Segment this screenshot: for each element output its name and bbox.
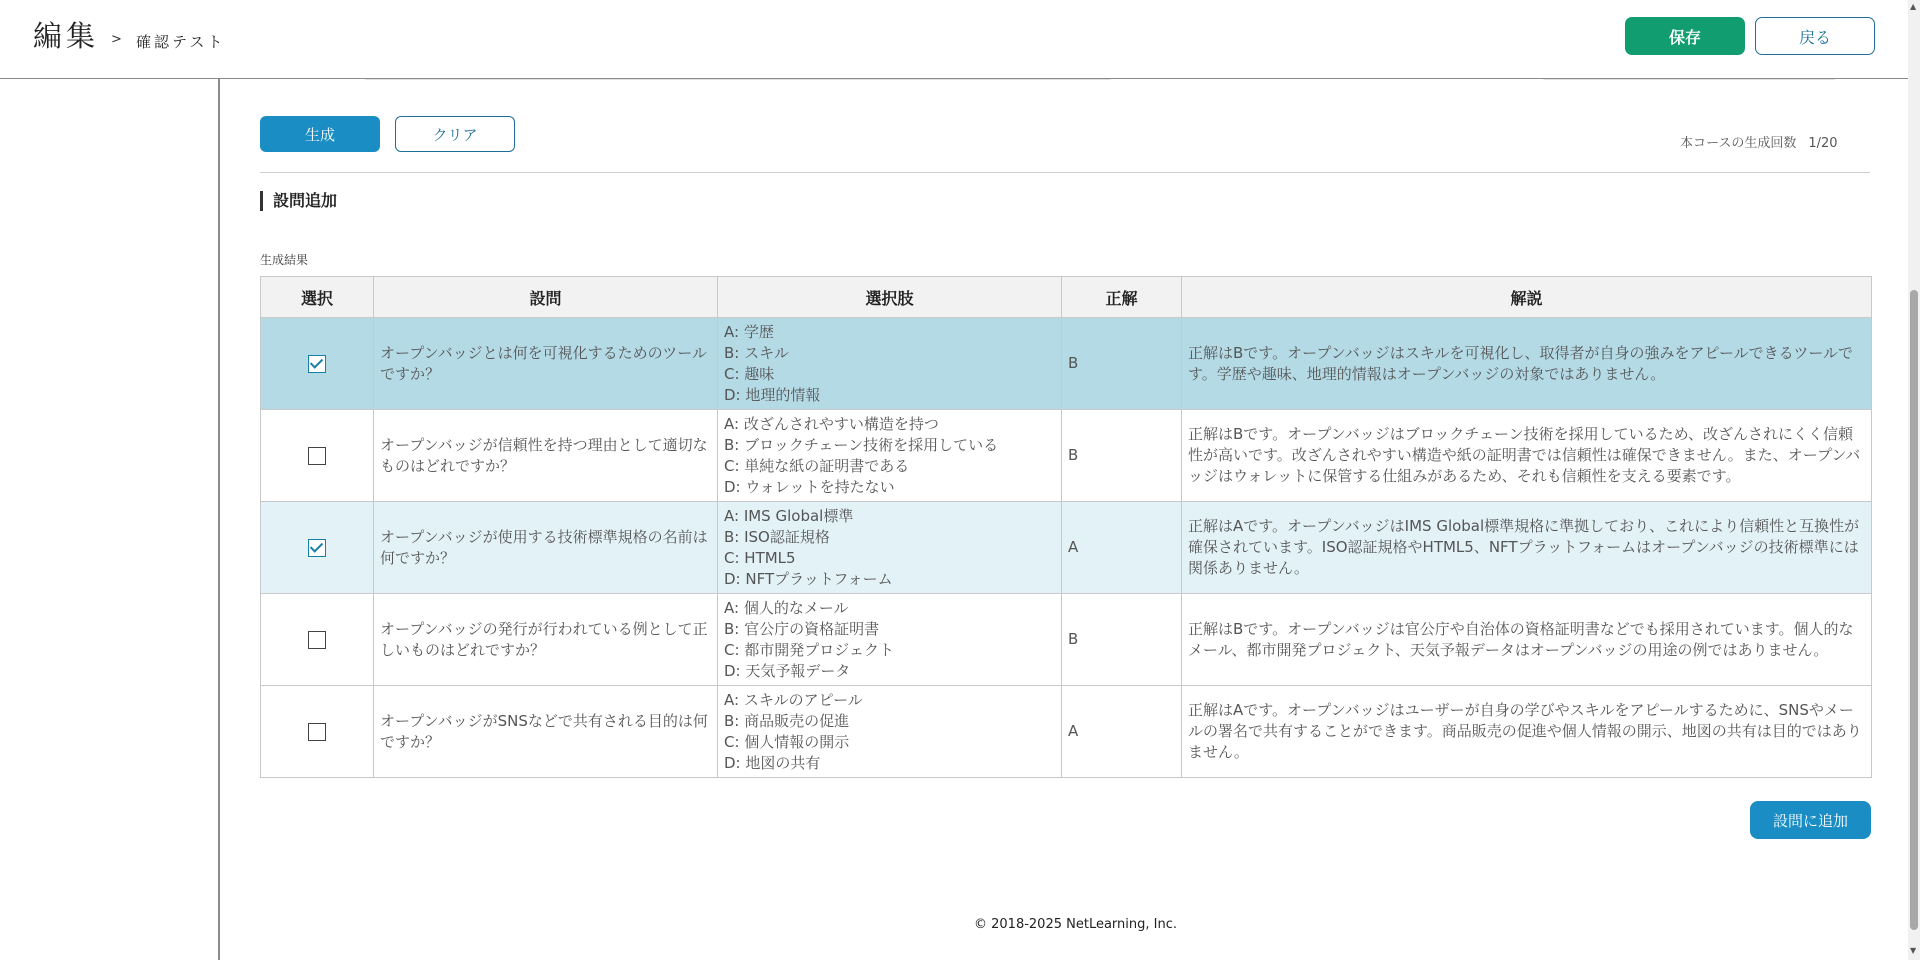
- choice-item: B: スキル: [724, 343, 789, 362]
- clear-button[interactable]: クリア: [395, 116, 515, 152]
- choice-item: A: 改ざんされやすい構造を持つ: [724, 414, 939, 433]
- page-title: 編集: [33, 19, 100, 53]
- question-cell: オープンバッジが使用する技術標準規格の名前は何ですか？: [374, 502, 718, 594]
- footer-copyright: © 2018-2025 NetLearning, Inc.: [974, 917, 1177, 932]
- choice-item: B: ブロックチェーン技術を採用している: [724, 435, 999, 454]
- select-cell[interactable]: [261, 594, 374, 686]
- generation-count-value: 1/20: [1808, 136, 1838, 151]
- choice-item: B: ISO認証規格: [724, 527, 830, 546]
- table-row[interactable]: [261, 502, 1872, 594]
- choices-cell: [718, 594, 1062, 686]
- header-answer: 正解: [1062, 277, 1182, 318]
- explanation-cell: 正解はBです。オープンバッジは官公庁や自治体の資格証明書などでも採用されています。個人的なメール、都市開発プロジェクト、天気予報データはオープンバッジの用途の例ではありません。: [1182, 594, 1872, 686]
- header-question: 設問: [374, 277, 718, 318]
- answer-cell: B: [1062, 594, 1182, 686]
- results-table: [260, 276, 1872, 778]
- row-checkbox[interactable]: [308, 539, 326, 557]
- generate-button[interactable]: 生成: [260, 116, 380, 152]
- question-cell: オープンバッジがSNSなどで共有される目的は何ですか？: [374, 686, 718, 778]
- answer-cell: B: [1062, 318, 1182, 410]
- breadcrumb[interactable]: 確認テスト: [136, 33, 226, 51]
- select-cell[interactable]: [261, 686, 374, 778]
- explanation-cell: 正解はAです。オープンバッジはIMS Global標準規格に準拠しており、これにより信頼性と互換性が確保されています。ISO認証規格やHTML5、NFTプラットフォームはオープンバッジの技術標準には関係ありません。: [1182, 502, 1872, 594]
- choice-item: C: HTML5: [724, 548, 796, 567]
- choice-item: C: 趣味: [724, 364, 775, 383]
- question-cell: オープンバッジとは何を可視化するためのツールですか？: [374, 318, 718, 410]
- save-button[interactable]: 保存: [1625, 17, 1745, 55]
- select-cell[interactable]: [261, 410, 374, 502]
- question-cell: オープンバッジの発行が行われている例として正しいものはどれですか？: [374, 594, 718, 686]
- page-header: [0, 0, 1908, 79]
- scrollbar[interactable]: [1908, 0, 1920, 960]
- header-explanation: 解説: [1182, 277, 1872, 318]
- scroll-down-icon[interactable]: ▼: [1910, 946, 1917, 955]
- table-row[interactable]: [261, 594, 1872, 686]
- choices-cell: [718, 318, 1062, 410]
- generation-count: [1680, 132, 1838, 151]
- row-checkbox[interactable]: [308, 631, 326, 649]
- choice-item: B: 官公庁の資格証明書: [724, 619, 880, 638]
- question-cell: オープンバッジが信頼性を持つ理由として適切なものはどれですか？: [374, 410, 718, 502]
- choice-item: B: 商品販売の促進: [724, 711, 850, 730]
- choice-item: C: 個人情報の開示: [724, 732, 850, 751]
- choices-cell: [718, 410, 1062, 502]
- table-row[interactable]: [261, 686, 1872, 778]
- generation-count-label: 本コースの生成回数: [1680, 136, 1797, 151]
- answer-cell: A: [1062, 502, 1182, 594]
- table-header-row: [261, 277, 1872, 318]
- select-cell[interactable]: [261, 318, 374, 410]
- sidebar-divider: [218, 78, 220, 960]
- choice-item: A: スキルのアピール: [724, 690, 863, 709]
- section-title: 設問追加: [260, 191, 337, 211]
- choices-cell: [718, 502, 1062, 594]
- divider: [260, 172, 1870, 173]
- header-choices: 選択肢: [718, 277, 1062, 318]
- answer-cell: A: [1062, 686, 1182, 778]
- add-questions-button[interactable]: 設問に追加: [1750, 801, 1871, 839]
- row-checkbox[interactable]: [308, 447, 326, 465]
- scrollbar-thumb[interactable]: [1910, 290, 1918, 930]
- select-cell[interactable]: [261, 502, 374, 594]
- explanation-cell: 正解はBです。オープンバッジはブロックチェーン技術を採用しているため、改ざんされにくく信頼性が高いです。改ざんされやすい構造や紙の証明書では信頼性は確保できません。また、オープンバッジはウォレットに保管する仕組みがあるため、それも信頼性を支える要素です。: [1182, 410, 1872, 502]
- choice-item: D: 地図の共有: [724, 753, 821, 772]
- choices-cell: [718, 686, 1062, 778]
- choice-item: C: 単純な紙の証明書である: [724, 456, 910, 475]
- breadcrumb-separator: >: [111, 32, 122, 47]
- choice-item: D: 地理的情報: [724, 385, 821, 404]
- explanation-cell: 正解はBです。オープンバッジはスキルを可視化し、取得者が自身の強みをアピールできるツールです。学歴や趣味、地理的情報はオープンバッジの対象ではありません。: [1182, 318, 1872, 410]
- choice-item: D: 天気予報データ: [724, 661, 851, 680]
- explanation-cell: 正解はAです。オープンバッジはユーザーが自身の学びやスキルをアピールするために、SNSやメールの署名で共有することができます。商品販売の促進や個人情報の開示、地図の共有は目的ではありません。: [1182, 686, 1872, 778]
- choice-item: A: IMS Global標準: [724, 506, 854, 525]
- header-select: 選択: [261, 277, 374, 318]
- choice-item: D: ウォレットを持たない: [724, 477, 895, 496]
- choice-item: C: 都市開発プロジェクト: [724, 640, 894, 659]
- choice-item: A: 学歴: [724, 322, 774, 341]
- scroll-up-icon[interactable]: ▲: [1910, 2, 1917, 11]
- table-row[interactable]: [261, 410, 1872, 502]
- row-checkbox[interactable]: [308, 723, 326, 741]
- table-row[interactable]: [261, 318, 1872, 410]
- result-label: 生成結果: [260, 253, 309, 267]
- choice-item: D: NFTプラットフォーム: [724, 569, 893, 588]
- row-checkbox[interactable]: [308, 355, 326, 373]
- answer-cell: B: [1062, 410, 1182, 502]
- back-button[interactable]: 戻る: [1755, 17, 1875, 55]
- choice-item: A: 個人的なメール: [724, 598, 849, 617]
